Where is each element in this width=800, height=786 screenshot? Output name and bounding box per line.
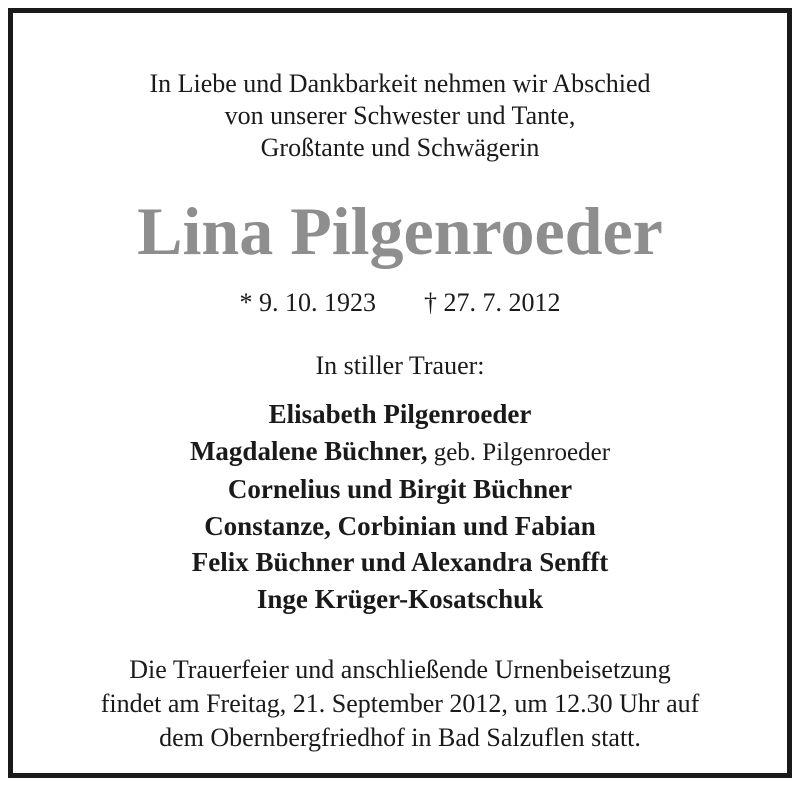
ceremony-line: Die Trauerfeier und anschließende Urnenbeisetzung: [129, 655, 671, 684]
mourner-name: Magdalene Büchner,: [189, 435, 428, 466]
mourner-entry: [13, 581, 787, 618]
death-date: † 27. 7. 2012: [424, 288, 561, 317]
ceremony-notice: [13, 653, 787, 755]
mourner-name: Inge Krüger-Kosatschuk: [256, 583, 544, 614]
deceased-name: Lina Pilgenroeder: [137, 193, 663, 269]
mourner-entry: [13, 471, 787, 508]
ceremony-line: dem Obernbergfriedhof in Bad Salzuflen statt.: [159, 723, 641, 752]
ceremony-line: findet am Freitag, 21. September 2012, um 12.30 Uhr auf: [100, 689, 700, 718]
obituary-frame: [8, 8, 792, 778]
intro-line: In Liebe und Dankbarkeit nehmen wir Abschied: [149, 69, 651, 98]
intro-text: [13, 68, 787, 164]
mourner-name: Elisabeth Pilgenroeder: [268, 399, 532, 429]
life-dates: [13, 287, 787, 319]
intro-line: Großtante und Schwägerin: [260, 133, 540, 162]
mourner-entry: [13, 433, 787, 472]
mourner-name: Felix Büchner und Alexandra Senfft: [191, 547, 609, 577]
mourner-entry: [13, 508, 787, 545]
mourner-name: Cornelius und Birgit Büchner: [227, 474, 573, 504]
mourner-maiden-name: geb. Pilgenroeder: [427, 438, 611, 466]
mourner-entry: [13, 396, 787, 433]
mourning-heading: In stiller Trauer:: [315, 351, 485, 380]
intro-line: von unserer Schwester und Tante,: [224, 101, 576, 130]
mourners-list: [13, 396, 787, 617]
mourner-name: Constanze, Corbinian und Fabian: [204, 510, 596, 541]
birth-date: * 9. 10. 1923: [239, 288, 376, 317]
mourner-entry: [13, 544, 787, 581]
